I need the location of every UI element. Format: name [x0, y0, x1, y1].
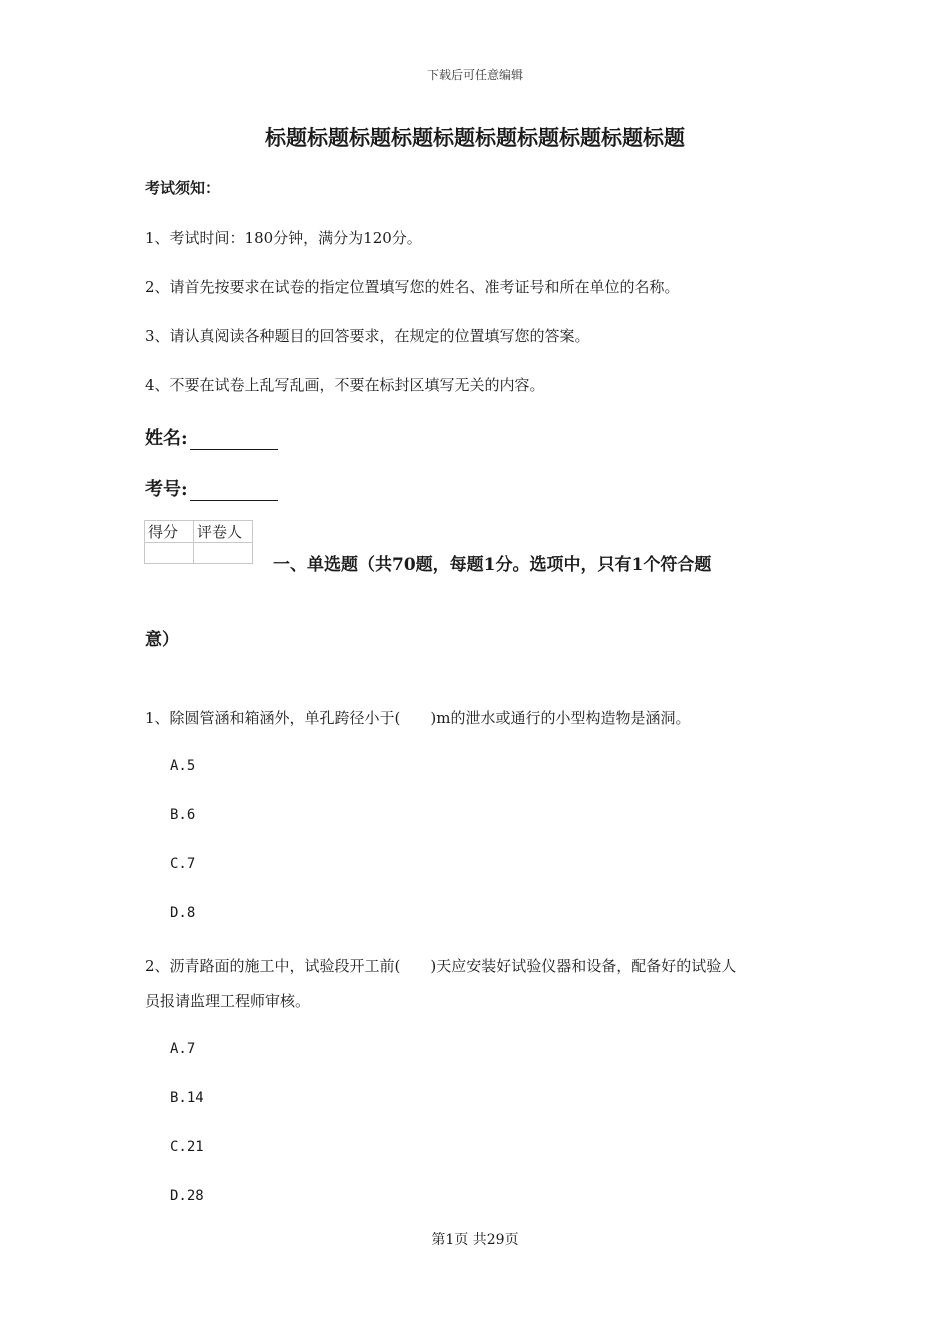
question-1-option-c: C.7 — [170, 856, 196, 872]
page-footer: 第1页 共29页 — [431, 1232, 519, 1248]
notice-item: 4、不要在试卷上乱写乱画，不要在标封区填写无关的内容。 — [145, 376, 545, 394]
question-1-option-a: A.5 — [170, 758, 196, 774]
score-table — [144, 520, 253, 564]
name-label: 姓名: — [145, 428, 188, 449]
name-field — [145, 424, 278, 450]
section-heading: 一、单选题（共70题，每题1分。选项中，只有1个符合题 — [273, 555, 712, 575]
section-heading-continued: 意） — [145, 630, 179, 650]
notice-item: 2、请首先按要求在试卷的指定位置填写您的姓名、准考证号和所在单位的名称。 — [145, 278, 680, 296]
exam-id-label: 考号: — [145, 479, 188, 500]
notice-item: 3、请认真阅读各种题目的回答要求，在规定的位置填写您的答案。 — [145, 327, 590, 345]
name-blank-line[interactable] — [190, 431, 278, 450]
question-1-option-d: D.8 — [170, 905, 196, 921]
document-title: 标题标题标题标题标题标题标题标题标题标题 — [265, 125, 685, 150]
exam-id-field — [145, 475, 278, 501]
notice-item: 1、考试时间：180分钟，满分为120分。 — [145, 229, 422, 247]
grader-cell[interactable] — [194, 543, 253, 564]
score-header: 得分 — [145, 521, 194, 543]
question-2-text: 2、沥青路面的施工中，试验段开工前( )天应安装好试验仪器和设备，配备好的试验人 — [145, 957, 737, 975]
grader-header: 评卷人 — [194, 521, 253, 543]
question-2-option-b: B.14 — [170, 1090, 204, 1106]
question-1-text: 1、除圆管涵和箱涵外，单孔跨径小于( )m的泄水或通行的小型构造物是涵洞。 — [145, 709, 691, 727]
question-2-text-continued: 员报请监理工程师审核。 — [145, 992, 311, 1010]
score-cell[interactable] — [145, 543, 194, 564]
header-note: 下载后可任意编辑 — [426, 68, 523, 82]
question-2-option-a: A.7 — [170, 1041, 196, 1057]
question-2-option-d: D.28 — [170, 1188, 204, 1204]
question-2-option-c: C.21 — [170, 1139, 204, 1155]
notice-heading: 考试须知： — [145, 179, 221, 197]
exam-id-blank-line[interactable] — [190, 482, 278, 501]
question-1-option-b: B.6 — [170, 807, 196, 823]
